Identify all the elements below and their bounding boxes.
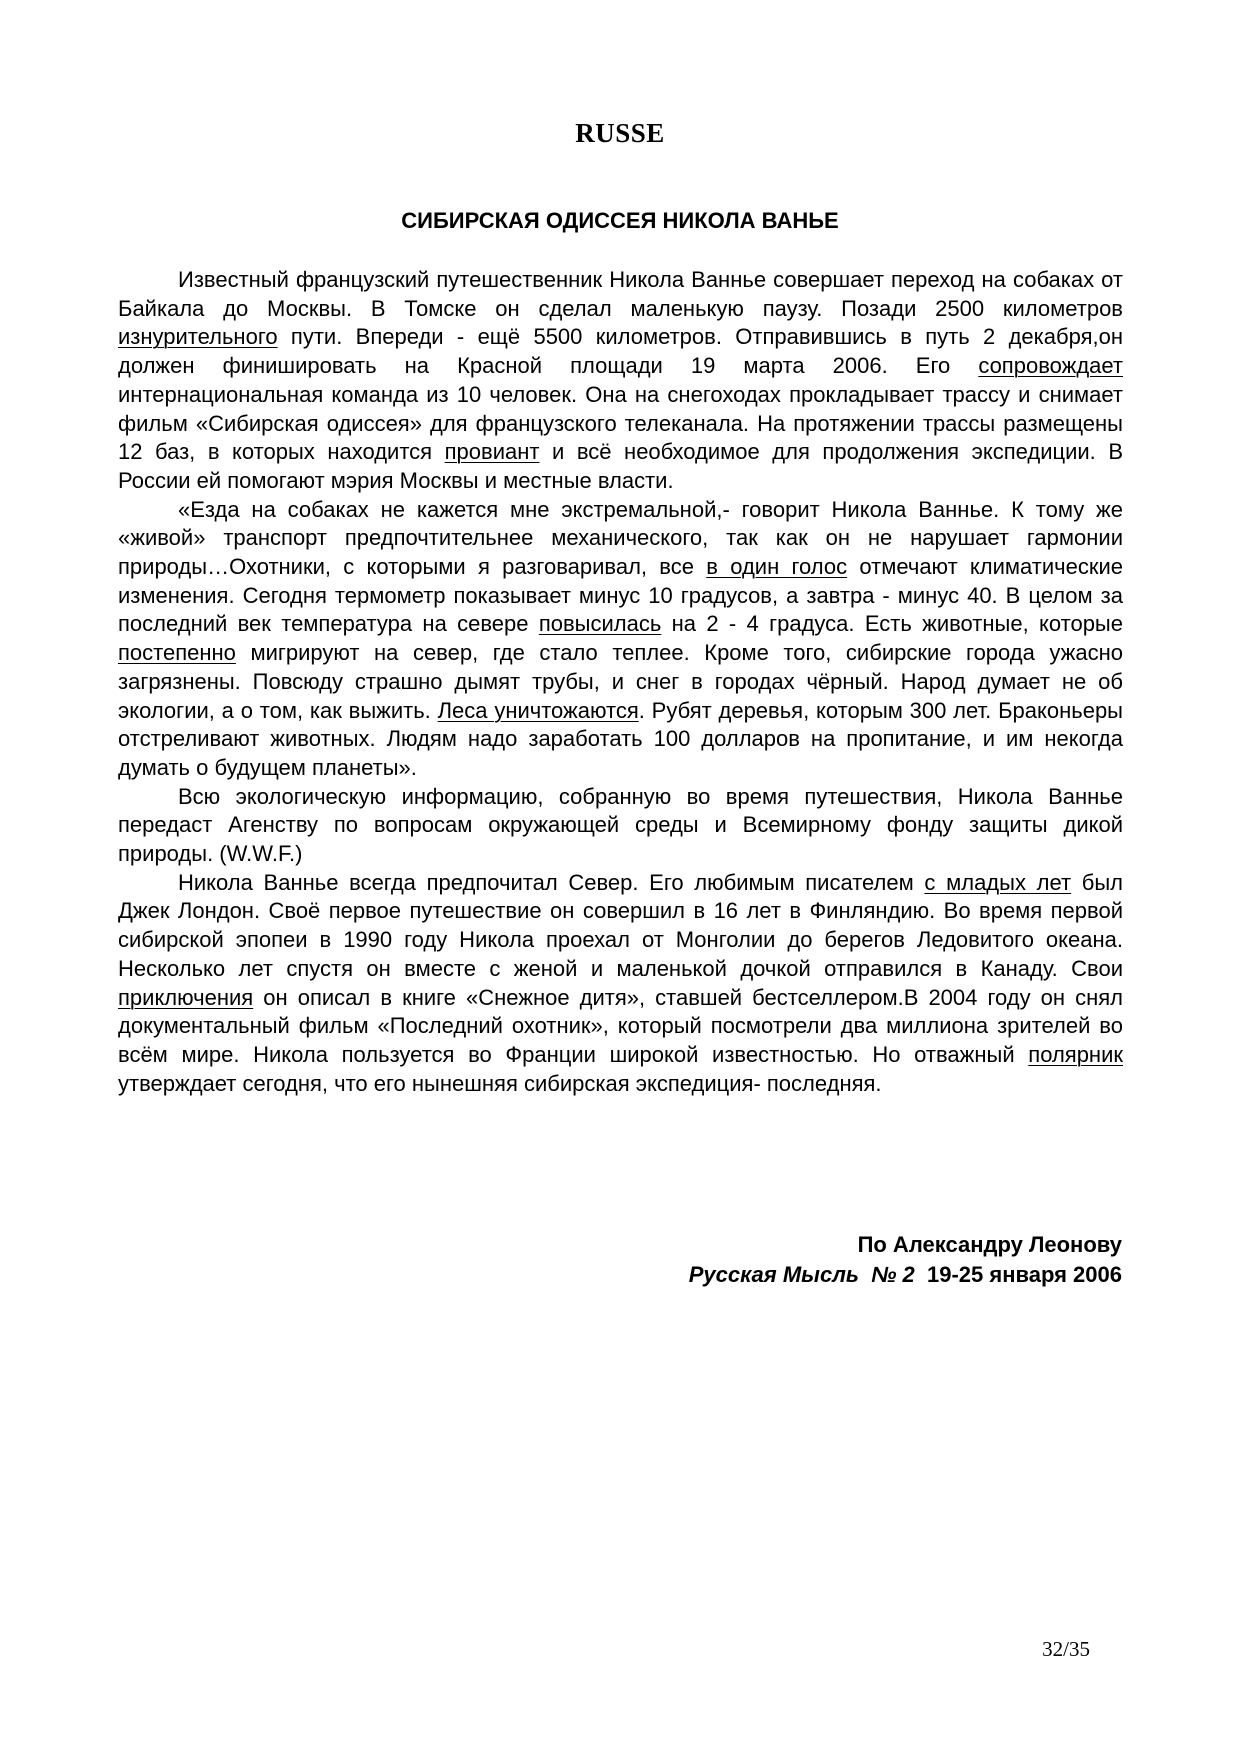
source-issue: № 2 — [871, 1262, 915, 1287]
text-run: отмечают климатические изменения. Сегодня термометр показывает минус 10 градусов, а завтра - минус 40. В целом за последний век температура на севере — [118, 554, 1123, 637]
source-line — [689, 1260, 1122, 1290]
underlined-term: с младых лет — [924, 869, 1072, 895]
text-run: был Джек Лондон. Своё первое путешествие он совершил в 16 лет в Финляндию. Во время первой сибирской эпопеи в 1990 году Никола проехал от Монголии до берегов Ледовитого океана. Несколько лет спустя он вместе с женой и маленькой дочкой отправился в Канаду. Свои — [118, 869, 1123, 981]
text-run: и всё необходимое для продолжения экспедиции. В России ей помогают мэрия Москвы и местные власти. — [118, 439, 1123, 493]
underlined-term: Леса уничтожаются — [437, 697, 639, 723]
text-run: Никола Ваннье всегда предпочитал Север. Его любимым писателем — [178, 869, 925, 895]
paragraph — [118, 869, 1123, 1099]
text-run: на 2 - 4 градуса. Есть животные, которые — [661, 611, 1123, 637]
text-run: пути. Впереди - ещё 5500 километров. Отправившись в путь 2 декабря,он должен финишировать на Красной площади 19 марта 2006. Его — [118, 324, 1123, 379]
text-run: он описал в книге «Снежное дитя», ставшей бестселлером.В 2004 году он снял документальный фильм «Последний охотник», который посмотрели два миллиона зрителей во всём мире. Никола пользуется во Франции широкой известностью. Но отважный — [118, 984, 1123, 1067]
article-body — [118, 266, 1123, 1098]
paragraph — [118, 496, 1123, 783]
page-number: 32/35 — [1042, 1637, 1090, 1661]
text-run: Всю экологическую информацию, собранную во время путешествия, Никола Ваннье передаст Агенству по вопросам окружающей среды и Всемирному фонду защиты дикой природы. (W.W.F.) — [118, 783, 1123, 867]
text-run: Известный французский путешественник Никола Ваннье совершает переход на собаках от Байкала до Москвы. В Томске он сделал маленькую паузу. Позади 2500 километров — [118, 267, 1123, 321]
underlined-term: приключения — [118, 984, 254, 1010]
text-run: утверждает сегодня, что его нынешняя сибирская экспедиция- последняя. — [118, 1070, 882, 1096]
underlined-term: сопровождает — [978, 353, 1123, 379]
underlined-term: полярник — [1028, 1041, 1123, 1067]
signature-block — [689, 1230, 1122, 1290]
paragraph — [118, 266, 1123, 496]
source-dates: 19-25 января 2006 — [926, 1262, 1122, 1287]
underlined-term: провиант — [444, 439, 540, 465]
paragraph — [118, 783, 1123, 869]
underlined-term: изнурительного — [118, 324, 278, 350]
underlined-term: повысилась — [538, 611, 662, 637]
underlined-term: постепенно — [118, 640, 236, 666]
language-heading: RUSSE — [575, 118, 665, 148]
text-run: мигрируют на север, где стало теплее. Кроме того, сибирские города ужасно загрязнены. Повсюду страшно дымят трубы, и снег в городах чёрный. Народ думает не об экологии, а о том, как выжить. — [118, 640, 1123, 723]
text-run: «Езда на собаках не кажется мне экстремальной,- говорит Никола Ваннье. К тому же «живой» транспорт предпочтительнее механического, так как он не нарушает гармонии природы…Охотники, с которыми я разговаривал, все — [118, 496, 1123, 580]
text-run: интернациональная команда из 10 человек. Она на снегоходах прокладывает трассу и снимает фильм «Сибирская одиссея» для французского телеканала. На протяжении трассы размещены 12 баз, в которых находится — [118, 381, 1123, 465]
text-run: . Рубят деревья, которым 300 лет. Браконьеры отстреливают животных. Людям надо заработать 100 долларов на пропитание, и им некогда думать о будущем планеты». — [118, 697, 1123, 780]
article-title: СИБИРСКАЯ ОДИССЕЯ НИКОЛА ВАНЬЕ — [401, 208, 839, 233]
author-line: По Александру Леонову — [857, 1232, 1122, 1257]
underlined-term: в один голос — [706, 554, 848, 580]
source-name: Русская Мысль — [688, 1262, 859, 1287]
